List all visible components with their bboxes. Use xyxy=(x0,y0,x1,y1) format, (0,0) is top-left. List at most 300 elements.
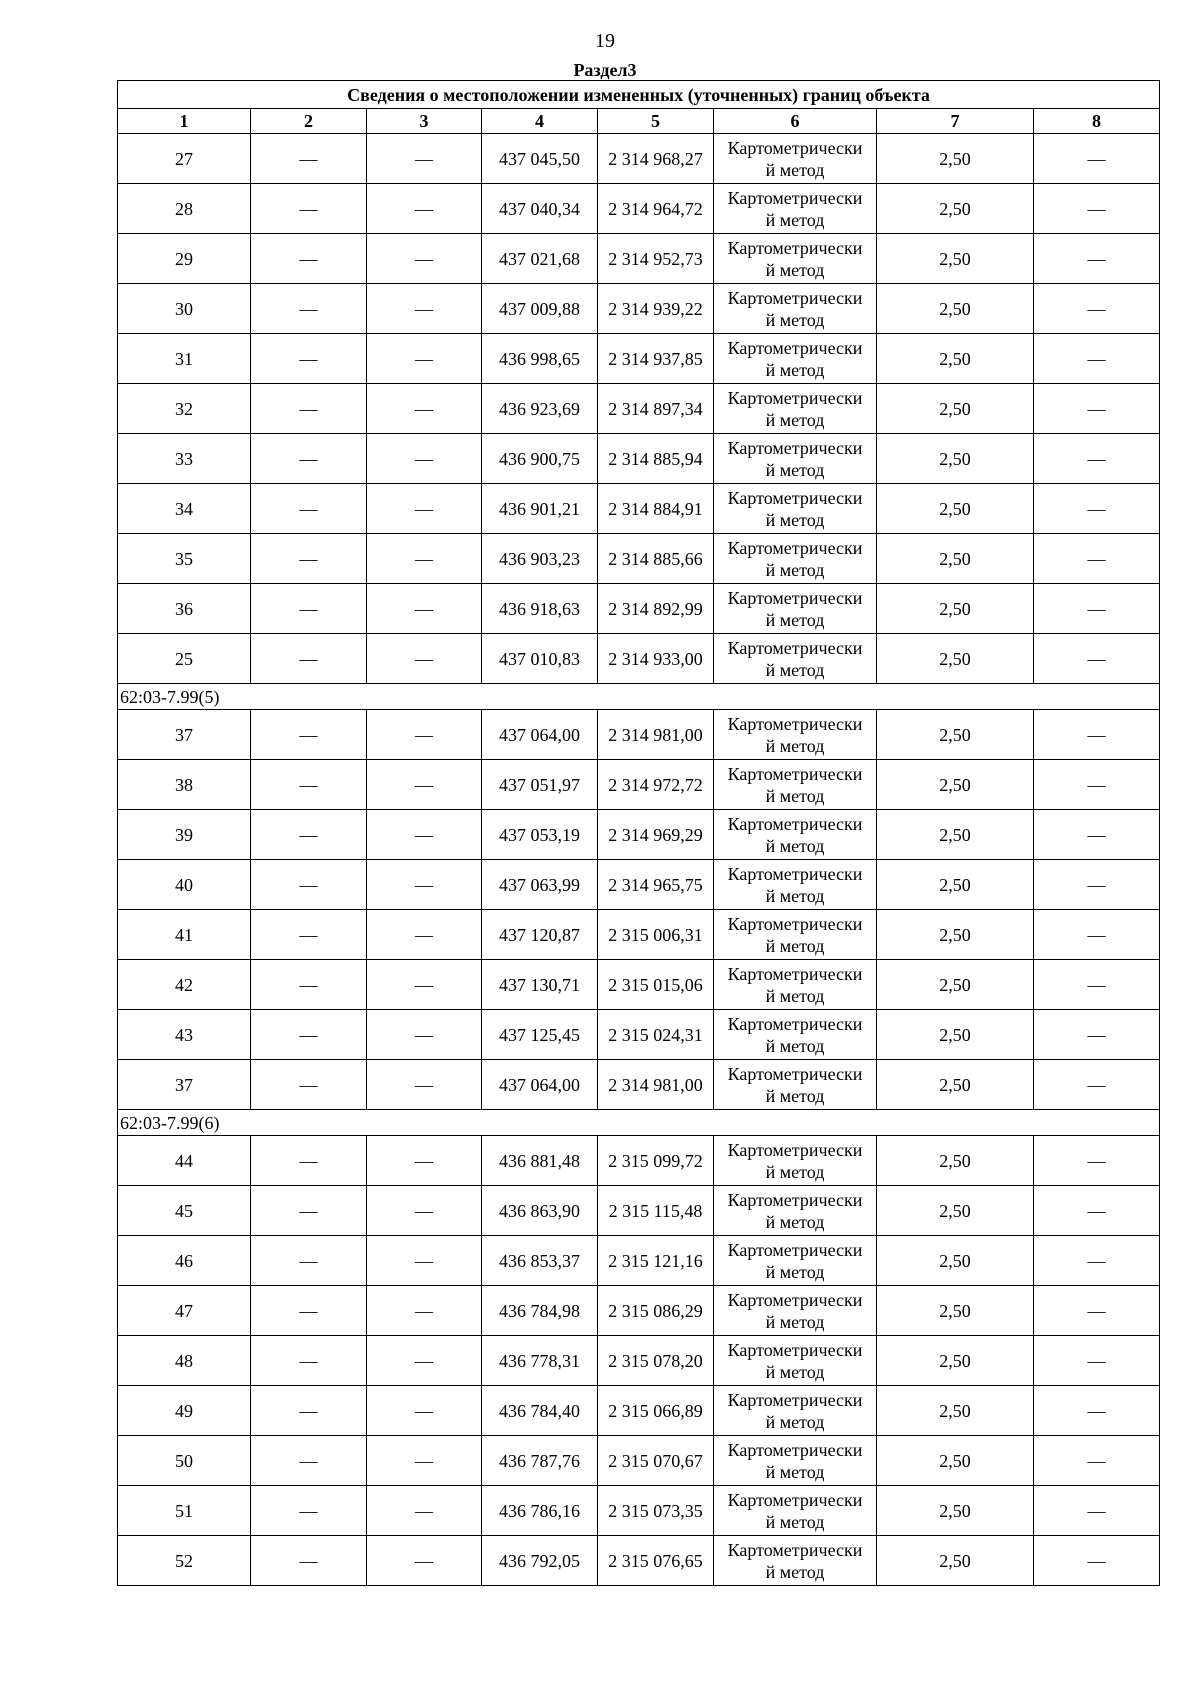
accuracy-cell: 2,50 xyxy=(877,1186,1034,1236)
method-line-2: й метод xyxy=(765,885,825,906)
y-coordinate-cell: 2 315 115,48 xyxy=(598,1186,714,1236)
method-line-2: й метод xyxy=(765,1561,825,1582)
y-coordinate-cell: 2 314 892,99 xyxy=(598,584,714,634)
dash-cell: — xyxy=(367,484,482,534)
dash-cell: — xyxy=(251,1436,367,1486)
point-number-cell: 52 xyxy=(118,1536,251,1586)
dash-cell: — xyxy=(367,760,482,810)
accuracy-cell: 2,50 xyxy=(877,1060,1034,1110)
point-number-cell: 35 xyxy=(118,534,251,584)
x-coordinate-cell: 437 053,19 xyxy=(482,810,598,860)
table-row xyxy=(118,810,1160,860)
point-number-cell: 43 xyxy=(118,1010,251,1060)
method-line-2: й метод xyxy=(765,459,825,480)
x-coordinate-cell: 436 786,16 xyxy=(482,1486,598,1536)
dash-cell: — xyxy=(367,1136,482,1186)
column-header: 3 xyxy=(367,109,482,134)
x-coordinate-cell: 436 901,21 xyxy=(482,484,598,534)
page-number: 19 xyxy=(595,30,615,52)
dash-cell: — xyxy=(1034,810,1160,860)
dash-cell: — xyxy=(1034,1536,1160,1586)
x-coordinate-cell: 437 040,34 xyxy=(482,184,598,234)
method-line-2: й метод xyxy=(765,1361,825,1382)
table-row xyxy=(118,1386,1160,1436)
table-row xyxy=(118,134,1160,184)
y-coordinate-cell: 2 315 015,06 xyxy=(598,960,714,1010)
dash-cell: — xyxy=(367,134,482,184)
method-line-1: Картометрически xyxy=(727,537,863,558)
method-line-2: й метод xyxy=(765,735,825,756)
table-row xyxy=(118,534,1160,584)
method-cell xyxy=(714,334,877,384)
x-coordinate-cell: 437 045,50 xyxy=(482,134,598,184)
dash-cell: — xyxy=(1034,1186,1160,1236)
point-number-cell: 37 xyxy=(118,710,251,760)
dash-cell: — xyxy=(367,1336,482,1386)
dash-cell: — xyxy=(251,434,367,484)
y-coordinate-cell: 2 314 937,85 xyxy=(598,334,714,384)
point-number-cell: 30 xyxy=(118,284,251,334)
dash-cell: — xyxy=(367,334,482,384)
dash-cell: — xyxy=(367,284,482,334)
point-number-cell: 44 xyxy=(118,1136,251,1186)
table-row xyxy=(118,1060,1160,1110)
point-number-cell: 38 xyxy=(118,760,251,810)
dash-cell: — xyxy=(367,810,482,860)
table-row xyxy=(118,1436,1160,1486)
table-row xyxy=(118,334,1160,384)
accuracy-cell: 2,50 xyxy=(877,484,1034,534)
y-coordinate-cell: 2 314 939,22 xyxy=(598,284,714,334)
y-coordinate-cell: 2 315 121,16 xyxy=(598,1236,714,1286)
table-row xyxy=(118,1136,1160,1186)
point-number-cell: 41 xyxy=(118,910,251,960)
table-row xyxy=(118,1336,1160,1386)
dash-cell: — xyxy=(367,1436,482,1486)
method-line-2: й метод xyxy=(765,359,825,380)
method-cell xyxy=(714,760,877,810)
dash-cell: — xyxy=(251,384,367,434)
dash-cell: — xyxy=(251,1010,367,1060)
method-line-2: й метод xyxy=(765,935,825,956)
method-line-2: й метод xyxy=(765,509,825,530)
table-row xyxy=(118,960,1160,1010)
dash-cell: — xyxy=(1034,434,1160,484)
table-row xyxy=(118,584,1160,634)
table-caption: Сведения о местоположении измененных (уточненных) границ объекта xyxy=(118,81,1160,109)
table-caption-row xyxy=(118,81,1160,109)
dash-cell: — xyxy=(1034,234,1160,284)
y-coordinate-cell: 2 314 981,00 xyxy=(598,1060,714,1110)
accuracy-cell: 2,50 xyxy=(877,184,1034,234)
point-number-cell: 49 xyxy=(118,1386,251,1436)
x-coordinate-cell: 436 784,40 xyxy=(482,1386,598,1436)
point-number-cell: 28 xyxy=(118,184,251,234)
accuracy-cell: 2,50 xyxy=(877,1010,1034,1060)
method-line-2: й метод xyxy=(765,259,825,280)
x-coordinate-cell: 437 009,88 xyxy=(482,284,598,334)
method-cell xyxy=(714,1236,877,1286)
table-row xyxy=(118,634,1160,684)
table-row xyxy=(118,710,1160,760)
x-coordinate-cell: 437 063,99 xyxy=(482,860,598,910)
dash-cell: — xyxy=(1034,184,1160,234)
method-line-2: й метод xyxy=(765,609,825,630)
method-line-2: й метод xyxy=(765,1411,825,1432)
point-number-cell: 39 xyxy=(118,810,251,860)
table-row xyxy=(118,1236,1160,1286)
method-line-1: Картометрически xyxy=(727,637,863,658)
accuracy-cell: 2,50 xyxy=(877,1536,1034,1586)
method-line-2: й метод xyxy=(765,1461,825,1482)
table-row xyxy=(118,910,1160,960)
method-line-1: Картометрически xyxy=(727,487,863,508)
dash-cell: — xyxy=(251,860,367,910)
dash-cell: — xyxy=(251,134,367,184)
point-number-cell: 25 xyxy=(118,634,251,684)
dash-cell: — xyxy=(367,584,482,634)
method-line-1: Картометрически xyxy=(727,1289,863,1310)
dash-cell: — xyxy=(1034,1386,1160,1436)
accuracy-cell: 2,50 xyxy=(877,384,1034,434)
group-label: 62:03-7.99(6) xyxy=(118,1110,1160,1136)
table-row xyxy=(118,1536,1160,1586)
dash-cell: — xyxy=(251,910,367,960)
method-line-1: Картометрически xyxy=(727,387,863,408)
dash-cell: — xyxy=(367,434,482,484)
method-cell xyxy=(714,710,877,760)
method-cell xyxy=(714,184,877,234)
accuracy-cell: 2,50 xyxy=(877,960,1034,1010)
method-line-2: й метод xyxy=(765,785,825,806)
dash-cell: — xyxy=(251,1336,367,1386)
dash-cell: — xyxy=(1034,1286,1160,1336)
x-coordinate-cell: 437 010,83 xyxy=(482,634,598,684)
method-cell xyxy=(714,910,877,960)
point-number-cell: 32 xyxy=(118,384,251,434)
dash-cell: — xyxy=(1034,384,1160,434)
point-number-cell: 31 xyxy=(118,334,251,384)
dash-cell: — xyxy=(251,760,367,810)
y-coordinate-cell: 2 315 066,89 xyxy=(598,1386,714,1436)
dash-cell: — xyxy=(1034,960,1160,1010)
method-cell xyxy=(714,1136,877,1186)
x-coordinate-cell: 437 120,87 xyxy=(482,910,598,960)
table-row xyxy=(118,184,1160,234)
method-line-1: Картометрически xyxy=(727,813,863,834)
dash-cell: — xyxy=(251,810,367,860)
y-coordinate-cell: 2 314 969,29 xyxy=(598,810,714,860)
dash-cell: — xyxy=(1034,1486,1160,1536)
accuracy-cell: 2,50 xyxy=(877,534,1034,584)
dash-cell: — xyxy=(367,534,482,584)
method-line-1: Картометрически xyxy=(727,287,863,308)
x-coordinate-cell: 436 881,48 xyxy=(482,1136,598,1186)
method-cell xyxy=(714,1436,877,1486)
y-coordinate-cell: 2 315 078,20 xyxy=(598,1336,714,1386)
dash-cell: — xyxy=(367,1010,482,1060)
point-number-cell: 42 xyxy=(118,960,251,1010)
method-line-1: Картометрически xyxy=(727,437,863,458)
x-coordinate-cell: 437 051,97 xyxy=(482,760,598,810)
dash-cell: — xyxy=(367,1236,482,1286)
point-number-cell: 47 xyxy=(118,1286,251,1336)
method-cell xyxy=(714,134,877,184)
dash-cell: — xyxy=(251,1536,367,1586)
dash-cell: — xyxy=(1034,284,1160,334)
point-number-cell: 45 xyxy=(118,1186,251,1236)
y-coordinate-cell: 2 315 070,67 xyxy=(598,1436,714,1486)
dash-cell: — xyxy=(1034,334,1160,384)
x-coordinate-cell: 436 778,31 xyxy=(482,1336,598,1386)
dash-cell: — xyxy=(251,534,367,584)
table-header-row xyxy=(118,109,1160,134)
dash-cell: — xyxy=(367,860,482,910)
accuracy-cell: 2,50 xyxy=(877,1436,1034,1486)
dash-cell: — xyxy=(367,710,482,760)
method-line-2: й метод xyxy=(765,159,825,180)
accuracy-cell: 2,50 xyxy=(877,1336,1034,1386)
method-line-1: Картометрически xyxy=(727,187,863,208)
method-line-1: Картометрически xyxy=(727,1539,863,1560)
method-line-1: Картометрически xyxy=(727,963,863,984)
table-row xyxy=(118,284,1160,334)
accuracy-cell: 2,50 xyxy=(877,810,1034,860)
table-row xyxy=(118,1286,1160,1336)
x-coordinate-cell: 436 792,05 xyxy=(482,1536,598,1586)
method-cell xyxy=(714,1336,877,1386)
x-coordinate-cell: 436 787,76 xyxy=(482,1436,598,1486)
dash-cell: — xyxy=(1034,760,1160,810)
dash-cell: — xyxy=(251,584,367,634)
dash-cell: — xyxy=(251,1236,367,1286)
method-line-2: й метод xyxy=(765,659,825,680)
method-line-2: й метод xyxy=(765,1035,825,1056)
method-line-2: й метод xyxy=(765,1161,825,1182)
x-coordinate-cell: 436 853,37 xyxy=(482,1236,598,1286)
point-number-cell: 50 xyxy=(118,1436,251,1486)
group-row xyxy=(118,684,1160,710)
dash-cell: — xyxy=(1034,860,1160,910)
accuracy-cell: 2,50 xyxy=(877,1486,1034,1536)
accuracy-cell: 2,50 xyxy=(877,584,1034,634)
method-line-2: й метод xyxy=(765,1211,825,1232)
x-coordinate-cell: 436 784,98 xyxy=(482,1286,598,1336)
method-line-1: Картометрически xyxy=(727,137,863,158)
dash-cell: — xyxy=(251,1486,367,1536)
method-line-1: Картометрически xyxy=(727,1189,863,1210)
method-line-2: й метод xyxy=(765,309,825,330)
x-coordinate-cell: 437 064,00 xyxy=(482,710,598,760)
point-number-cell: 51 xyxy=(118,1486,251,1536)
dash-cell: — xyxy=(251,1386,367,1436)
dash-cell: — xyxy=(251,1186,367,1236)
x-coordinate-cell: 436 918,63 xyxy=(482,584,598,634)
y-coordinate-cell: 2 314 964,72 xyxy=(598,184,714,234)
accuracy-cell: 2,50 xyxy=(877,910,1034,960)
dash-cell: — xyxy=(367,1060,482,1110)
point-number-cell: 40 xyxy=(118,860,251,910)
method-cell xyxy=(714,810,877,860)
method-cell xyxy=(714,634,877,684)
y-coordinate-cell: 2 314 933,00 xyxy=(598,634,714,684)
method-cell xyxy=(714,284,877,334)
column-header: 2 xyxy=(251,109,367,134)
group-row xyxy=(118,1110,1160,1136)
dash-cell: — xyxy=(1034,584,1160,634)
column-header: 5 xyxy=(598,109,714,134)
accuracy-cell: 2,50 xyxy=(877,334,1034,384)
dash-cell: — xyxy=(251,1060,367,1110)
dash-cell: — xyxy=(1034,534,1160,584)
dash-cell: — xyxy=(1034,134,1160,184)
dash-cell: — xyxy=(251,710,367,760)
y-coordinate-cell: 2 314 897,34 xyxy=(598,384,714,434)
method-cell xyxy=(714,384,877,434)
accuracy-cell: 2,50 xyxy=(877,710,1034,760)
method-line-1: Картометрически xyxy=(727,1489,863,1510)
x-coordinate-cell: 437 021,68 xyxy=(482,234,598,284)
section-title: Раздел3 xyxy=(573,60,637,80)
table-row xyxy=(118,384,1160,434)
table-row xyxy=(118,1486,1160,1536)
accuracy-cell: 2,50 xyxy=(877,1286,1034,1336)
accuracy-cell: 2,50 xyxy=(877,1136,1034,1186)
method-line-1: Картометрически xyxy=(727,1439,863,1460)
group-label: 62:03-7.99(5) xyxy=(118,684,1160,710)
point-number-cell: 37 xyxy=(118,1060,251,1110)
table-row xyxy=(118,860,1160,910)
point-number-cell: 29 xyxy=(118,234,251,284)
y-coordinate-cell: 2 314 884,91 xyxy=(598,484,714,534)
method-cell xyxy=(714,860,877,910)
y-coordinate-cell: 2 315 086,29 xyxy=(598,1286,714,1336)
accuracy-cell: 2,50 xyxy=(877,634,1034,684)
dash-cell: — xyxy=(1034,484,1160,534)
method-line-2: й метод xyxy=(765,209,825,230)
x-coordinate-cell: 436 863,90 xyxy=(482,1186,598,1236)
method-cell xyxy=(714,534,877,584)
method-line-1: Картометрически xyxy=(727,1339,863,1360)
dash-cell: — xyxy=(251,284,367,334)
method-cell xyxy=(714,484,877,534)
y-coordinate-cell: 2 314 885,94 xyxy=(598,434,714,484)
dash-cell: — xyxy=(1034,710,1160,760)
dash-cell: — xyxy=(251,634,367,684)
method-line-2: й метод xyxy=(765,1085,825,1106)
y-coordinate-cell: 2 314 981,00 xyxy=(598,710,714,760)
method-line-2: й метод xyxy=(765,1261,825,1282)
method-cell xyxy=(714,1186,877,1236)
method-line-1: Картометрически xyxy=(727,913,863,934)
y-coordinate-cell: 2 314 965,75 xyxy=(598,860,714,910)
method-line-2: й метод xyxy=(765,1511,825,1532)
method-line-1: Картометрически xyxy=(727,1239,863,1260)
point-number-cell: 33 xyxy=(118,434,251,484)
accuracy-cell: 2,50 xyxy=(877,134,1034,184)
dash-cell: — xyxy=(367,184,482,234)
dash-cell: — xyxy=(251,960,367,1010)
column-header: 6 xyxy=(714,109,877,134)
dash-cell: — xyxy=(1034,1336,1160,1386)
y-coordinate-cell: 2 315 024,31 xyxy=(598,1010,714,1060)
dash-cell: — xyxy=(367,910,482,960)
dash-cell: — xyxy=(367,1186,482,1236)
dash-cell: — xyxy=(367,384,482,434)
method-cell xyxy=(714,1060,877,1110)
dash-cell: — xyxy=(251,234,367,284)
y-coordinate-cell: 2 314 972,72 xyxy=(598,760,714,810)
point-number-cell: 48 xyxy=(118,1336,251,1386)
dash-cell: — xyxy=(367,960,482,1010)
y-coordinate-cell: 2 314 952,73 xyxy=(598,234,714,284)
column-header: 1 xyxy=(118,109,251,134)
dash-cell: — xyxy=(1034,1010,1160,1060)
method-cell xyxy=(714,1286,877,1336)
dash-cell: — xyxy=(251,1286,367,1336)
dash-cell: — xyxy=(367,1386,482,1436)
method-line-1: Картометрически xyxy=(727,1063,863,1084)
x-coordinate-cell: 437 125,45 xyxy=(482,1010,598,1060)
method-cell xyxy=(714,1486,877,1536)
column-header: 4 xyxy=(482,109,598,134)
x-coordinate-cell: 436 900,75 xyxy=(482,434,598,484)
table-row xyxy=(118,484,1160,534)
x-coordinate-cell: 437 064,00 xyxy=(482,1060,598,1110)
dash-cell: — xyxy=(367,234,482,284)
y-coordinate-cell: 2 315 076,65 xyxy=(598,1536,714,1586)
column-header: 8 xyxy=(1034,109,1160,134)
dash-cell: — xyxy=(251,484,367,534)
accuracy-cell: 2,50 xyxy=(877,1236,1034,1286)
dash-cell: — xyxy=(1034,1060,1160,1110)
method-cell xyxy=(714,234,877,284)
method-line-1: Картометрически xyxy=(727,337,863,358)
dash-cell: — xyxy=(367,1486,482,1536)
dash-cell: — xyxy=(1034,910,1160,960)
table-row xyxy=(118,1186,1160,1236)
dash-cell: — xyxy=(1034,634,1160,684)
x-coordinate-cell: 436 903,23 xyxy=(482,534,598,584)
x-coordinate-cell: 437 130,71 xyxy=(482,960,598,1010)
dash-cell: — xyxy=(251,334,367,384)
accuracy-cell: 2,50 xyxy=(877,1386,1034,1436)
table-row xyxy=(118,1010,1160,1060)
y-coordinate-cell: 2 315 073,35 xyxy=(598,1486,714,1536)
method-line-2: й метод xyxy=(765,835,825,856)
accuracy-cell: 2,50 xyxy=(877,434,1034,484)
method-line-1: Картометрически xyxy=(727,863,863,884)
coordinates-table xyxy=(117,80,1160,1586)
method-line-1: Картометрически xyxy=(727,1389,863,1410)
method-line-2: й метод xyxy=(765,409,825,430)
dash-cell: — xyxy=(367,1536,482,1586)
y-coordinate-cell: 2 315 006,31 xyxy=(598,910,714,960)
y-coordinate-cell: 2 315 099,72 xyxy=(598,1136,714,1186)
method-line-1: Картометрически xyxy=(727,587,863,608)
point-number-cell: 34 xyxy=(118,484,251,534)
method-line-1: Картометрически xyxy=(727,1139,863,1160)
accuracy-cell: 2,50 xyxy=(877,234,1034,284)
x-coordinate-cell: 436 923,69 xyxy=(482,384,598,434)
column-header: 7 xyxy=(877,109,1034,134)
dash-cell: — xyxy=(251,1136,367,1186)
table-row xyxy=(118,434,1160,484)
method-line-2: й метод xyxy=(765,1311,825,1332)
dash-cell: — xyxy=(1034,1136,1160,1186)
table-row xyxy=(118,234,1160,284)
method-cell xyxy=(714,960,877,1010)
